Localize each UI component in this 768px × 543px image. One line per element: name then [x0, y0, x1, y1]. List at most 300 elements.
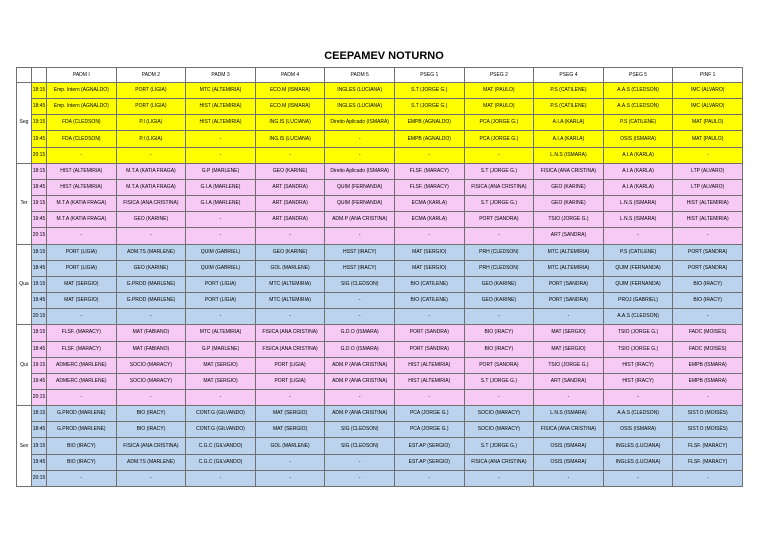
class-cell: QUIM (GABRIEL)	[186, 260, 256, 276]
class-cell: ADM.P (ANA CRISTINA)	[325, 406, 395, 422]
schedule-row	[17, 293, 743, 309]
class-cell: HIST (ALTEMIRIA)	[47, 163, 117, 179]
class-cell: GOL (MARLENE)	[255, 260, 325, 276]
class-cell: A.I.A (KARLA)	[534, 131, 604, 147]
class-cell: BIO (IRACY)	[116, 422, 186, 438]
class-cell: PCA (JORGE G.)	[464, 115, 534, 131]
class-cell: -	[255, 228, 325, 244]
class-cell: A.A.S (CLEDSON)	[603, 406, 673, 422]
schedule-row	[17, 163, 743, 179]
schedule-row	[17, 341, 743, 357]
class-cell: M.T.A (KATIA FRAGA)	[47, 212, 117, 228]
class-cell: PCA (JORGE G.)	[394, 406, 464, 422]
class-cell: -	[255, 470, 325, 486]
time-cell: 20:15	[32, 389, 47, 405]
column-header: PINF 1	[673, 68, 743, 83]
class-cell: MAT (SERGIO)	[186, 373, 256, 389]
class-cell: HSST (IRACY)	[325, 244, 395, 260]
schedule-row	[17, 131, 743, 147]
class-cell: L.N.S (ISMARA)	[603, 212, 673, 228]
class-cell: PORT (LIGIA)	[255, 373, 325, 389]
class-cell: -	[464, 147, 534, 163]
class-cell: ART (SANDRA)	[534, 228, 604, 244]
class-cell: G.I.A (MARLENE)	[186, 196, 256, 212]
class-cell: Direito Aplicado (ISMARA)	[325, 163, 395, 179]
class-cell: MAT (SERGIO)	[255, 406, 325, 422]
class-cell: -	[534, 389, 604, 405]
class-cell: BIO (IRACY)	[464, 341, 534, 357]
schedule-row	[17, 99, 743, 115]
class-cell: G.P (MARLENE)	[186, 163, 256, 179]
schedule-row	[17, 276, 743, 292]
class-cell: MTC (ALTEMIRIA)	[255, 293, 325, 309]
schedule-row	[17, 115, 743, 131]
schedule-row	[17, 212, 743, 228]
class-cell: HIST (IRACY)	[603, 357, 673, 373]
class-cell: MTC (ALTEMIRIA)	[534, 260, 604, 276]
class-cell: PORT (LIGIA)	[116, 99, 186, 115]
class-cell: G.D.O (ISMARA)	[325, 341, 395, 357]
class-cell: -	[325, 389, 395, 405]
class-cell: GEO (KARINE)	[255, 163, 325, 179]
class-cell: EMPB (AGNALDO)	[394, 115, 464, 131]
class-cell: G.PROD (MARLENE)	[47, 406, 117, 422]
day-label: Ter	[17, 163, 32, 244]
class-cell: MAT (FABIANO)	[116, 341, 186, 357]
class-cell: -	[116, 470, 186, 486]
class-cell: A.I.A (KARLA)	[603, 179, 673, 195]
class-cell: -	[47, 147, 117, 163]
time-cell: 19:15	[32, 196, 47, 212]
time-cell: 18:15	[32, 83, 47, 99]
time-cell: 20:15	[32, 470, 47, 486]
class-cell: MAT (PAULO)	[673, 131, 743, 147]
class-cell: MAT (SERGIO)	[534, 341, 604, 357]
class-cell: -	[47, 309, 117, 325]
column-header: PADM 4	[255, 68, 325, 83]
time-cell: 18:45	[32, 422, 47, 438]
time-cell: 18:45	[32, 260, 47, 276]
class-cell: INGLES (LUCIANA)	[603, 454, 673, 470]
time-cell: 19:45	[32, 293, 47, 309]
class-cell: MAT (SERGIO)	[47, 276, 117, 292]
class-cell: ADM.P (ANA CRISTINA)	[325, 357, 395, 373]
time-cell: 18:15	[32, 244, 47, 260]
class-cell: -	[116, 228, 186, 244]
class-cell: CONT.G (GILVANDO)	[186, 406, 256, 422]
class-cell: -	[603, 470, 673, 486]
class-cell: ECO.M (ISMARA)	[255, 99, 325, 115]
class-cell: INGLES (LUCIANA)	[603, 438, 673, 454]
class-cell: SIST.O (MOISÉS)	[673, 406, 743, 422]
class-cell: M.T.A (KATIA FRAGA)	[116, 179, 186, 195]
class-cell: -	[255, 389, 325, 405]
class-cell: OSIS (ISMARA)	[534, 438, 604, 454]
class-cell: PORT (SANDRA)	[673, 244, 743, 260]
class-cell: -	[534, 470, 604, 486]
class-cell: -	[394, 309, 464, 325]
class-cell: FLSF. (MARACY)	[673, 454, 743, 470]
class-cell: SOCIO (MARACY)	[116, 357, 186, 373]
class-cell: SIG (CLEDSON)	[325, 438, 395, 454]
class-cell: P.S (CATILENE)	[534, 83, 604, 99]
class-cell: PORT (LIGIA)	[116, 83, 186, 99]
schedule-row	[17, 406, 743, 422]
class-cell: FADC (MOISÉS)	[673, 325, 743, 341]
class-cell: -	[186, 147, 256, 163]
class-cell: -	[255, 147, 325, 163]
class-cell: OSIS (ISMARA)	[603, 131, 673, 147]
class-cell: LTP (ALVARO)	[673, 163, 743, 179]
class-cell: BIO (IRACY)	[47, 454, 117, 470]
class-cell: -	[116, 147, 186, 163]
class-cell: -	[186, 309, 256, 325]
class-cell: -	[673, 309, 743, 325]
class-cell: -	[325, 454, 395, 470]
time-cell: 20:15	[32, 147, 47, 163]
class-cell: -	[325, 131, 395, 147]
time-cell: 19:15	[32, 438, 47, 454]
class-cell: FISICA (ANA CRISTINA)	[464, 179, 534, 195]
class-cell: -	[534, 309, 604, 325]
class-cell: EMPB (ISMARA)	[673, 373, 743, 389]
class-cell: PORT (SANDRA)	[464, 357, 534, 373]
class-cell: PORT (LIGIA)	[186, 293, 256, 309]
class-cell: Emp. Intern (AGNALDO)	[47, 83, 117, 99]
class-cell: S.T (JORGE G.)	[464, 373, 534, 389]
class-cell: GEO (KARINE)	[255, 244, 325, 260]
page-title: CEEPAMEV NOTURNO	[324, 50, 444, 62]
class-cell: -	[394, 228, 464, 244]
class-cell: -	[47, 470, 117, 486]
class-cell: ADM.P (ANA CRISTINA)	[325, 212, 395, 228]
class-cell: HIST (IRACY)	[603, 373, 673, 389]
column-header: PSEG 5	[603, 68, 673, 83]
class-cell: SOCIO (MARACY)	[116, 373, 186, 389]
class-cell: CONT.G (GILVANDO)	[186, 422, 256, 438]
schedule-row	[17, 470, 743, 486]
time-cell: 19:45	[32, 373, 47, 389]
class-cell: -	[47, 389, 117, 405]
class-cell: P.I (LIGIA)	[116, 131, 186, 147]
class-cell: PROJ (GABRIEL)	[603, 293, 673, 309]
class-cell: HIST (ALTEMIRIA)	[394, 357, 464, 373]
class-cell: PCA (JORGE G.)	[394, 422, 464, 438]
class-cell: SOCIO (MARACY)	[464, 406, 534, 422]
class-cell: QUIM (FERNANDA)	[325, 179, 395, 195]
schedule-row	[17, 389, 743, 405]
class-cell: FADC (MOISÉS)	[673, 341, 743, 357]
class-cell: FISICA (ANA CRISTINA)	[116, 438, 186, 454]
class-cell: GEO (KARINE)	[464, 276, 534, 292]
class-cell: FDA (CLEDSON)	[47, 115, 117, 131]
time-cell: 18:15	[32, 163, 47, 179]
class-cell: S.T (JORGE G.)	[394, 99, 464, 115]
class-cell: FISICA (ANA CRISTINA)	[464, 454, 534, 470]
class-cell: PORT (SANDRA)	[464, 212, 534, 228]
class-cell: ADM.TS (MARLENE)	[116, 244, 186, 260]
class-cell: -	[464, 309, 534, 325]
class-cell: SOCIO (MARACY)	[464, 422, 534, 438]
class-cell: LTP (ALVARO)	[673, 179, 743, 195]
time-cell: 20:15	[32, 228, 47, 244]
day-label: Seg	[17, 83, 32, 164]
class-cell: S.T (JORGE G.)	[394, 83, 464, 99]
class-cell: QUIM (FERNANDA)	[603, 276, 673, 292]
class-cell: GEO (KARINE)	[464, 293, 534, 309]
class-cell: A.I.A (KARLA)	[603, 147, 673, 163]
class-cell: P.S (CATILENE)	[603, 115, 673, 131]
class-cell: PORT (LIGIA)	[255, 357, 325, 373]
class-cell: BIO (IRACY)	[673, 276, 743, 292]
class-cell: PRH (CLEDSON)	[464, 244, 534, 260]
time-cell: 19:45	[32, 131, 47, 147]
class-cell: PORT (SANDRA)	[394, 325, 464, 341]
header-row	[17, 68, 743, 83]
class-cell: FISICA (ANA CRISTINA)	[255, 341, 325, 357]
class-cell: -	[186, 389, 256, 405]
class-cell: -	[325, 228, 395, 244]
class-cell: G.PROD (MARLENE)	[116, 276, 186, 292]
class-cell: SIG (CLEDSON)	[325, 422, 395, 438]
class-cell: FISICA (ANA CRISTINA)	[255, 325, 325, 341]
class-cell: QUIM (FERNANDA)	[325, 196, 395, 212]
class-cell: ART (SANDRA)	[534, 373, 604, 389]
class-cell: ECMA (KARLA)	[394, 212, 464, 228]
class-cell: -	[464, 228, 534, 244]
class-cell: INGLES (LUCIANA)	[325, 83, 395, 99]
class-cell: A.A.S (CLEDSON)	[603, 309, 673, 325]
class-cell: PORT (SANDRA)	[673, 260, 743, 276]
class-cell: FLSF. (MARACY)	[394, 179, 464, 195]
class-cell: PCA (JORGE G.)	[464, 131, 534, 147]
class-cell: M.T.A (KATIA FRAGA)	[116, 163, 186, 179]
column-header: PSEG 2	[464, 68, 534, 83]
class-cell: -	[673, 470, 743, 486]
class-cell: -	[673, 147, 743, 163]
class-cell: GEO (KARINE)	[534, 196, 604, 212]
class-cell: BIO (IRACY)	[116, 406, 186, 422]
class-cell: GOL (MARLENE)	[255, 438, 325, 454]
class-cell: FLSF. (MARACY)	[47, 325, 117, 341]
class-cell: -	[47, 228, 117, 244]
class-cell: FISICA (ANA CRISTINA)	[116, 196, 186, 212]
class-cell: A.I.A (KARLA)	[534, 115, 604, 131]
class-cell: P.S (CATILENE)	[603, 244, 673, 260]
class-cell: FLSF. (MARACY)	[673, 438, 743, 454]
class-cell: SIG (CLEDSON)	[325, 276, 395, 292]
class-cell: BIO (IRACY)	[464, 325, 534, 341]
schedule-row	[17, 244, 743, 260]
column-header: PADM 5	[325, 68, 395, 83]
class-cell: MAT (SERGIO)	[394, 244, 464, 260]
schedule-row	[17, 83, 743, 99]
class-cell: MTC (ALTEMIRIA)	[255, 276, 325, 292]
class-cell: P.I (LIGIA)	[116, 115, 186, 131]
schedule-row	[17, 325, 743, 341]
class-cell: FLSF. (MARACY)	[47, 341, 117, 357]
class-cell: G.PROD (MARLENE)	[47, 422, 117, 438]
class-cell: L.N.S (ISMARA)	[603, 196, 673, 212]
class-cell: PORT (LIGIA)	[47, 244, 117, 260]
class-cell: A.I.A (KARLA)	[603, 163, 673, 179]
header-time-corner	[32, 68, 47, 83]
class-cell: MAT (SERGIO)	[534, 325, 604, 341]
schedule-row	[17, 147, 743, 163]
class-cell: HIST (ALTEMIRIA)	[186, 99, 256, 115]
class-cell: Emp. Intern (AGNALDO)	[47, 99, 117, 115]
day-label: Qua	[17, 244, 32, 325]
class-cell: GEO (KARINE)	[116, 212, 186, 228]
class-cell: MAT (SERGIO)	[186, 357, 256, 373]
class-cell: -	[603, 389, 673, 405]
class-cell: MAT (PAULO)	[673, 115, 743, 131]
class-cell: HIST (ALTEMIRIA)	[186, 115, 256, 131]
header-day-corner	[17, 68, 32, 83]
class-cell: HSST (IRACY)	[325, 260, 395, 276]
class-cell: TSIO (JORGE G.)	[534, 212, 604, 228]
class-cell: S.T (JORGE G.)	[464, 163, 534, 179]
class-cell: G.PROD (MARLENE)	[116, 293, 186, 309]
class-cell: PORT (LIGIA)	[186, 276, 256, 292]
class-cell: -	[186, 131, 256, 147]
time-cell: 18:15	[32, 325, 47, 341]
class-cell: HIST (ALTEMIRIA)	[394, 373, 464, 389]
class-cell: FISICA (ANA CRISTINA)	[534, 163, 604, 179]
day-label: Qui	[17, 325, 32, 406]
class-cell: L.N.S (ISMARA)	[534, 406, 604, 422]
class-cell: HIST (ALTEMIRIA)	[47, 179, 117, 195]
class-cell: TSIO (JORGE G.)	[534, 357, 604, 373]
class-cell: MAT (PAULO)	[464, 83, 534, 99]
class-cell: ECO.M (ISMARA)	[255, 83, 325, 99]
class-cell: MAT (FABIANO)	[116, 325, 186, 341]
class-cell: G.D.O (ISMARA)	[325, 325, 395, 341]
class-cell: MAT (SERGIO)	[255, 422, 325, 438]
class-cell: -	[394, 147, 464, 163]
time-cell: 19:45	[32, 212, 47, 228]
schedule-row	[17, 179, 743, 195]
class-cell: -	[325, 470, 395, 486]
class-cell: GEO (KARINE)	[534, 179, 604, 195]
class-cell: MAT (SERGIO)	[47, 293, 117, 309]
class-cell: MTC (ALTEMIRIA)	[534, 244, 604, 260]
class-cell: QUIM (GABRIEL)	[186, 244, 256, 260]
time-cell: 18:45	[32, 179, 47, 195]
column-header: PSEG 4	[534, 68, 604, 83]
class-cell: MTC (ALTEMIRIA)	[186, 325, 256, 341]
class-cell: INGLES (LUCIANA)	[325, 99, 395, 115]
column-header: PADM 2	[116, 68, 186, 83]
class-cell: PORT (SANDRA)	[394, 341, 464, 357]
class-cell: -	[464, 389, 534, 405]
class-cell: TSIO (JORGE G.)	[603, 341, 673, 357]
class-cell: -	[186, 470, 256, 486]
class-cell: BIO (CATILENE)	[394, 293, 464, 309]
class-cell: -	[394, 389, 464, 405]
class-cell: FISICA (ANA CRISTINA)	[534, 422, 604, 438]
time-cell: 19:45	[32, 454, 47, 470]
class-cell: MAT (PAULO)	[464, 99, 534, 115]
class-cell: EST.AP (SERGIO)	[394, 438, 464, 454]
class-cell: -	[186, 212, 256, 228]
class-cell: EST.AP (SERGIO)	[394, 454, 464, 470]
schedule-row	[17, 309, 743, 325]
class-cell: -	[325, 309, 395, 325]
class-cell: ING.IS (LUCIANA)	[255, 115, 325, 131]
class-cell: G.P (MARLENE)	[186, 341, 256, 357]
time-cell: 19:15	[32, 276, 47, 292]
class-cell: IMC (ALVARO)	[673, 99, 743, 115]
time-cell: 18:45	[32, 99, 47, 115]
class-cell: ADM.TS (MARLENE)	[116, 454, 186, 470]
time-cell: 19:15	[32, 115, 47, 131]
class-cell: -	[464, 470, 534, 486]
class-cell: -	[255, 454, 325, 470]
class-cell: -	[186, 228, 256, 244]
class-cell: ADMERC (MARLENE)	[47, 357, 117, 373]
class-cell: -	[673, 228, 743, 244]
column-header: PADM 3	[186, 68, 256, 83]
time-cell: 19:15	[32, 357, 47, 373]
class-cell: C.G.C (GILVANDO)	[186, 454, 256, 470]
class-cell: -	[673, 389, 743, 405]
class-cell: ING.IS (LUCIANA)	[255, 131, 325, 147]
schedule-row	[17, 422, 743, 438]
class-cell: -	[116, 389, 186, 405]
class-cell: ART (SANDRA)	[255, 179, 325, 195]
class-cell: MTC (ALTEMIRIA)	[186, 83, 256, 99]
class-cell: M.T.A (KATIA FRAGA)	[47, 196, 117, 212]
schedule-row	[17, 260, 743, 276]
schedule-row	[17, 373, 743, 389]
class-cell: OSIS (ISMARA)	[603, 422, 673, 438]
class-cell: S.T (JORGE G.)	[464, 196, 534, 212]
class-cell: PORT (SANDRA)	[534, 293, 604, 309]
class-cell: C.G.C (GILVANDO)	[186, 438, 256, 454]
class-cell: ADMERC (MARLENE)	[47, 373, 117, 389]
schedule-table	[16, 67, 743, 487]
column-header: PSEG 1	[394, 68, 464, 83]
class-cell: ECMA (KARLA)	[394, 196, 464, 212]
schedule-row	[17, 228, 743, 244]
class-cell: BIO (IRACY)	[673, 293, 743, 309]
class-cell: PORT (SANDRA)	[534, 276, 604, 292]
schedule-row	[17, 438, 743, 454]
time-cell: 20:15	[32, 309, 47, 325]
class-cell: IMC (ALVARO)	[673, 83, 743, 99]
class-cell: Direito Aplicado (ISMARA)	[325, 115, 395, 131]
class-cell: -	[325, 147, 395, 163]
class-cell: PORT (LIGIA)	[47, 260, 117, 276]
day-label: Sex	[17, 406, 32, 487]
class-cell: HIST (ALTEMIRIA)	[673, 212, 743, 228]
class-cell: HIST (ALTEMIRIA)	[673, 196, 743, 212]
class-cell: FLSF. (MARACY)	[394, 163, 464, 179]
class-cell: OSIS (ISMARA)	[534, 454, 604, 470]
class-cell: ADM.P (ANA CRISTINA)	[325, 373, 395, 389]
class-cell: -	[325, 293, 395, 309]
schedule-row	[17, 454, 743, 470]
class-cell: S.T (JORGE G.)	[464, 438, 534, 454]
class-cell: L.N.S (ISMARA)	[534, 147, 604, 163]
class-cell: -	[394, 470, 464, 486]
class-cell: EMPB (AGNALDO)	[394, 131, 464, 147]
class-cell: -	[116, 309, 186, 325]
class-cell: ART (SANDRA)	[255, 212, 325, 228]
class-cell: TSIO (JORGE G.)	[603, 325, 673, 341]
class-cell: A.A.S (CLEDSON)	[603, 83, 673, 99]
